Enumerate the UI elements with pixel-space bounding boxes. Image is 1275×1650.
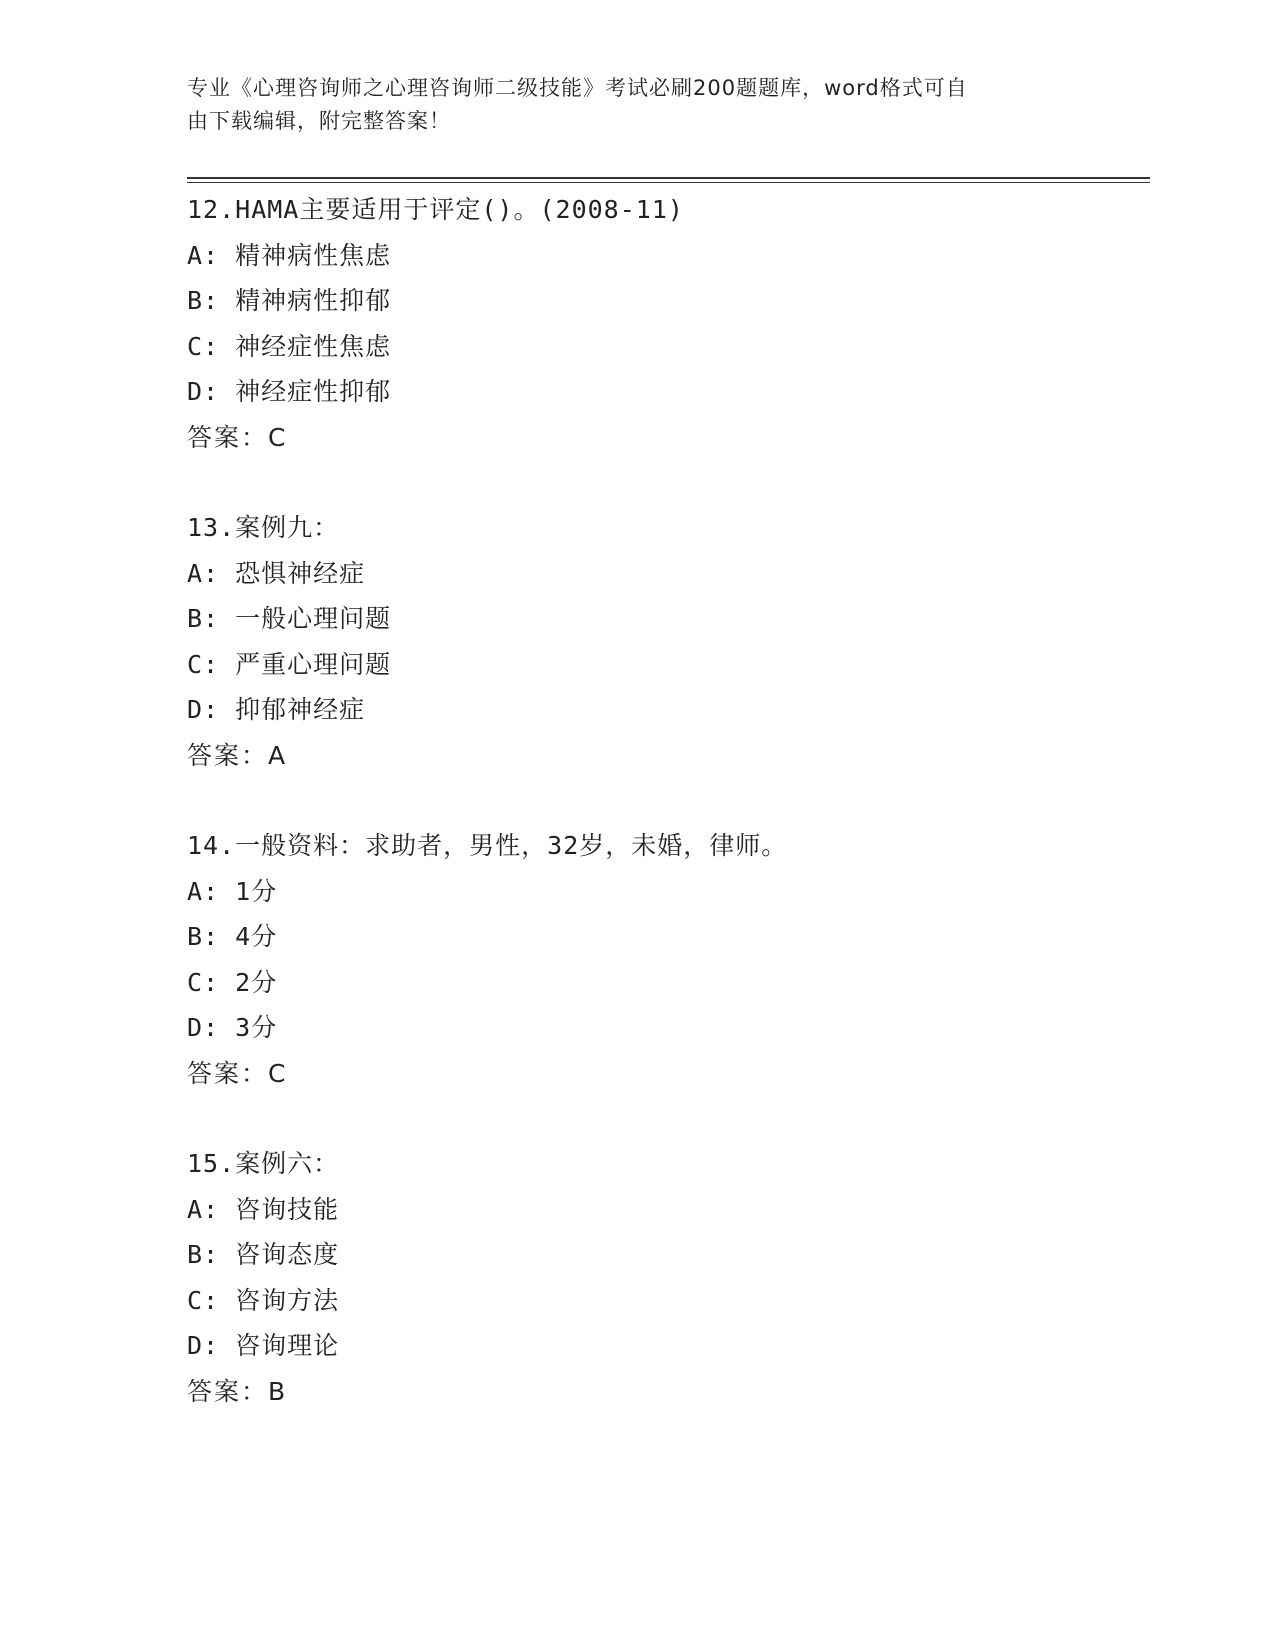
header-divider-thin [187, 182, 1150, 183]
option-a: A: 咨询技能 [187, 1194, 340, 1224]
question-title: 12.HAMA主要适用于评定()。(2008-11) [187, 195, 684, 224]
header-line-1: 专业《心理咨询师之心理咨询师二级技能》考试必刷200题题库，word格式可自 [187, 76, 968, 100]
answer-line: 答案：C [187, 1058, 288, 1088]
question-14 [187, 823, 1147, 1096]
answer-line: 答案：A [187, 740, 288, 770]
option-b: B: 咨询态度 [187, 1240, 340, 1269]
answer-line: 答案：B [187, 1376, 288, 1406]
question-title: 14.一般资料：求助者，男性，32岁，未婚，律师。 [187, 831, 788, 860]
question-13 [187, 505, 1147, 778]
document-header [187, 72, 1067, 138]
header-divider-thick [187, 177, 1150, 179]
option-d: D: 神经症性抑郁 [187, 377, 392, 406]
question-title: 13.案例九： [187, 513, 340, 542]
question-title: 15.案例六： [187, 1149, 340, 1178]
option-d: D: 3分 [187, 1013, 278, 1042]
answer-line: 答案：C [187, 422, 288, 452]
option-d: D: 抑郁神经症 [187, 695, 366, 724]
option-c: C: 2分 [187, 967, 278, 997]
option-c: C: 严重心理问题 [187, 649, 392, 679]
option-b: B: 4分 [187, 922, 278, 951]
question-12 [187, 187, 1147, 460]
option-c: C: 咨询方法 [187, 1285, 340, 1315]
option-a: A: 精神病性焦虑 [187, 240, 392, 270]
option-a: A: 恐惧神经症 [187, 558, 366, 588]
question-15 [187, 1141, 1147, 1414]
option-d: D: 咨询理论 [187, 1331, 340, 1360]
option-a: A: 1分 [187, 876, 278, 906]
option-b: B: 精神病性抑郁 [187, 286, 392, 315]
option-b: B: 一般心理问题 [187, 604, 392, 633]
header-line-2: 由下载编辑，附完整答案！ [187, 109, 451, 133]
option-c: C: 神经症性焦虑 [187, 331, 392, 361]
